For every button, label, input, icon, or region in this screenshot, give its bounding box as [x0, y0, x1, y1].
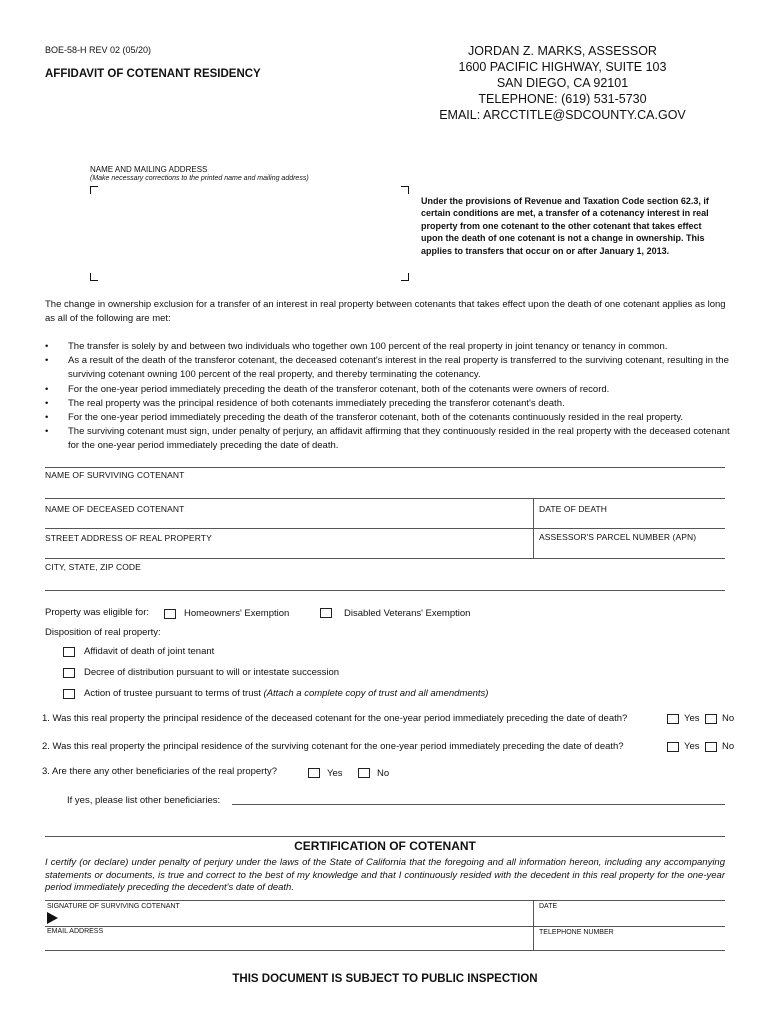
intro-text: The change in ownership exclusion for a transfer of an interest in real property between cotenants that takes effect upon the death of one cotenant applies as long as all of the following are met:	[45, 299, 726, 324]
email-label: EMAIL ADDRESS	[47, 928, 104, 935]
apn-label: ASSESSOR'S PARCEL NUMBER (APN)	[539, 532, 697, 542]
phone-label: TELEPHONE NUMBER	[539, 929, 614, 936]
q1-no-checkbox[interactable]	[705, 714, 717, 724]
address-note: (Make necessary corrections to the printed name and mailing address)	[90, 175, 309, 182]
joint-tenant-checkbox[interactable]	[63, 647, 75, 657]
trustee-label: Action of trustee pursuant to terms of trust	[84, 688, 261, 699]
surviving-cotenant-label: NAME OF SURVIVING COTENANT	[45, 470, 185, 480]
conditions-list	[45, 340, 735, 454]
q3-no-checkbox[interactable]	[358, 768, 370, 778]
address-label: NAME AND MAILING ADDRESS	[90, 165, 208, 174]
q1-yes-label: Yes	[684, 713, 700, 724]
q2-yes-checkbox[interactable]	[667, 742, 679, 752]
beneficiaries-label: If yes, please list other beneficiaries:	[67, 795, 221, 806]
divider	[45, 528, 725, 529]
email-field[interactable]	[45, 936, 531, 949]
corner-mark-top-right	[401, 186, 409, 194]
corner-mark-bottom-left	[90, 273, 98, 281]
question-1: 1. Was this real property the principal residence of the deceased cotenant for the one-year period immediately preceding the date of death?	[42, 713, 628, 724]
list-item: • As a result of the death of the transferor cotenant, the deceased cotenant's interest in the real property is transferred to the surviving cotenant, resulting in the surviving cotenant owning 100 percent of the real property, and thereby terminating the cotenancy.	[45, 354, 735, 382]
assessor-address	[420, 43, 705, 123]
list-item: • The transfer is solely by and between two individuals who together own 100 percent of the real property in joint tenancy or tenancy in common.	[45, 340, 735, 354]
q3-no-label: No	[377, 768, 390, 779]
beneficiaries-field[interactable]	[232, 794, 725, 805]
divider	[45, 926, 725, 927]
surviving-cotenant-field[interactable]	[45, 481, 725, 497]
divider	[533, 900, 534, 950]
phone-field[interactable]	[536, 936, 725, 949]
form-code: BOE-58-H REV 02 (05/20)	[45, 45, 152, 55]
q2-no-label: No	[722, 741, 735, 752]
date-field[interactable]	[536, 911, 725, 925]
provisions-text: Under the provisions of Revenue and Taxation Code section 62.3, if certain conditions are met, a transfer of a cotenancy interest in real property from one cotenant to the other cotenant that takes effect upon the death of one cotenant is not a change in ownership. This applies to transfers that occur on or after January 1, 2013.	[421, 196, 709, 256]
trustee-checkbox[interactable]	[63, 689, 75, 699]
assessor-street: 1600 PACIFIC HIGHWAY, SUITE 103	[458, 60, 667, 74]
date-of-death-field[interactable]	[536, 514, 725, 527]
q3-yes-label: Yes	[327, 768, 343, 779]
city-state-zip-label: CITY, STATE, ZIP CODE	[45, 562, 141, 572]
date-label: DATE	[539, 903, 558, 910]
certification-text: I certify (or declare) under penalty of perjury under the laws of the State of California that the foregoing and all information hereon, including any accompanying statements or documents, is true and correct to the best of my knowledge and that I continuously resided with the decedent in this real property for the one-year period immediately preceding the decedent's date of death.	[45, 857, 725, 893]
list-item: • The surviving cotenant must sign, under penalty of perjury, an affidavit affirming that they continuously resided in the real property with the deceased cotenant for the one-year period immediately preceding the date of death.	[45, 425, 735, 453]
signature-label: SIGNATURE OF SURVIVING COTENANT	[47, 903, 180, 910]
homeowners-exemption-checkbox[interactable]	[164, 609, 176, 619]
q3-yes-checkbox[interactable]	[308, 768, 320, 778]
q1-yes-checkbox[interactable]	[667, 714, 679, 724]
list-item: • For the one-year period immediately preceding the death of the transferor cotenant, both of the cotenants were owners of record.	[45, 383, 735, 397]
veterans-exemption-label: Disabled Veterans' Exemption	[344, 608, 471, 619]
divider	[45, 900, 725, 901]
city-state-zip-field[interactable]	[45, 573, 725, 589]
divider	[45, 467, 725, 468]
divider	[45, 498, 725, 499]
form-title: AFFIDAVIT OF COTENANT RESIDENCY	[45, 68, 261, 80]
divider	[45, 836, 725, 837]
list-item: • For the one-year period immediately preceding the death of the transferor cotenant, both of the cotenants continuously resided in the real property.	[45, 411, 735, 425]
q2-yes-label: Yes	[684, 741, 700, 752]
q2-no-checkbox[interactable]	[705, 742, 717, 752]
assessor-email: EMAIL: ARCCTITLE@SDCOUNTY.CA.GOV	[439, 108, 686, 122]
joint-tenant-label: Affidavit of death of joint tenant	[84, 646, 215, 657]
public-inspection-notice: THIS DOCUMENT IS SUBJECT TO PUBLIC INSPECTION	[232, 973, 538, 985]
sign-here-arrow-icon	[47, 912, 58, 924]
signature-field[interactable]	[62, 911, 531, 925]
date-of-death-label: DATE OF DEATH	[539, 504, 608, 514]
street-address-field[interactable]	[45, 543, 531, 557]
assessor-city: SAN DIEGO, CA 92101	[496, 76, 629, 90]
street-address-label: STREET ADDRESS OF REAL PROPERTY	[45, 533, 212, 543]
divider	[45, 590, 725, 591]
assessor-name: JORDAN Z. MARKS, ASSESSOR	[468, 44, 657, 58]
divider	[45, 950, 725, 951]
disposition-label: Disposition of real property:	[45, 627, 161, 638]
assessor-phone: TELEPHONE: (619) 531-5730	[478, 92, 647, 106]
homeowners-exemption-label: Homeowners' Exemption	[184, 608, 290, 619]
corner-mark-top-left	[90, 186, 98, 194]
decree-checkbox[interactable]	[63, 668, 75, 678]
corner-mark-bottom-right	[401, 273, 409, 281]
q1-no-label: No	[722, 713, 735, 724]
divider	[45, 558, 725, 559]
list-item: • The real property was the principal residence of both cotenants immediately preceding the transferor cotenant's death.	[45, 397, 735, 411]
trustee-note: (Attach a complete copy of trust and all amendments)	[263, 688, 489, 699]
decree-label: Decree of distribution pursuant to will or intestate succession	[84, 667, 340, 678]
deceased-cotenant-field[interactable]	[45, 514, 531, 527]
certification-heading: CERTIFICATION OF COTENANT	[294, 839, 476, 853]
question-2: 2. Was this real property the principal residence of the surviving cotenant for the one-year period immediately preceding the date of death?	[42, 741, 624, 752]
veterans-exemption-checkbox[interactable]	[320, 608, 332, 618]
trustee-option	[84, 688, 488, 699]
apn-field[interactable]	[536, 543, 725, 557]
deceased-cotenant-label: NAME OF DECEASED COTENANT	[45, 504, 185, 514]
eligibility-label: Property was eligible for:	[45, 607, 150, 618]
question-3: 3. Are there any other beneficiaries of the real property?	[42, 766, 277, 777]
